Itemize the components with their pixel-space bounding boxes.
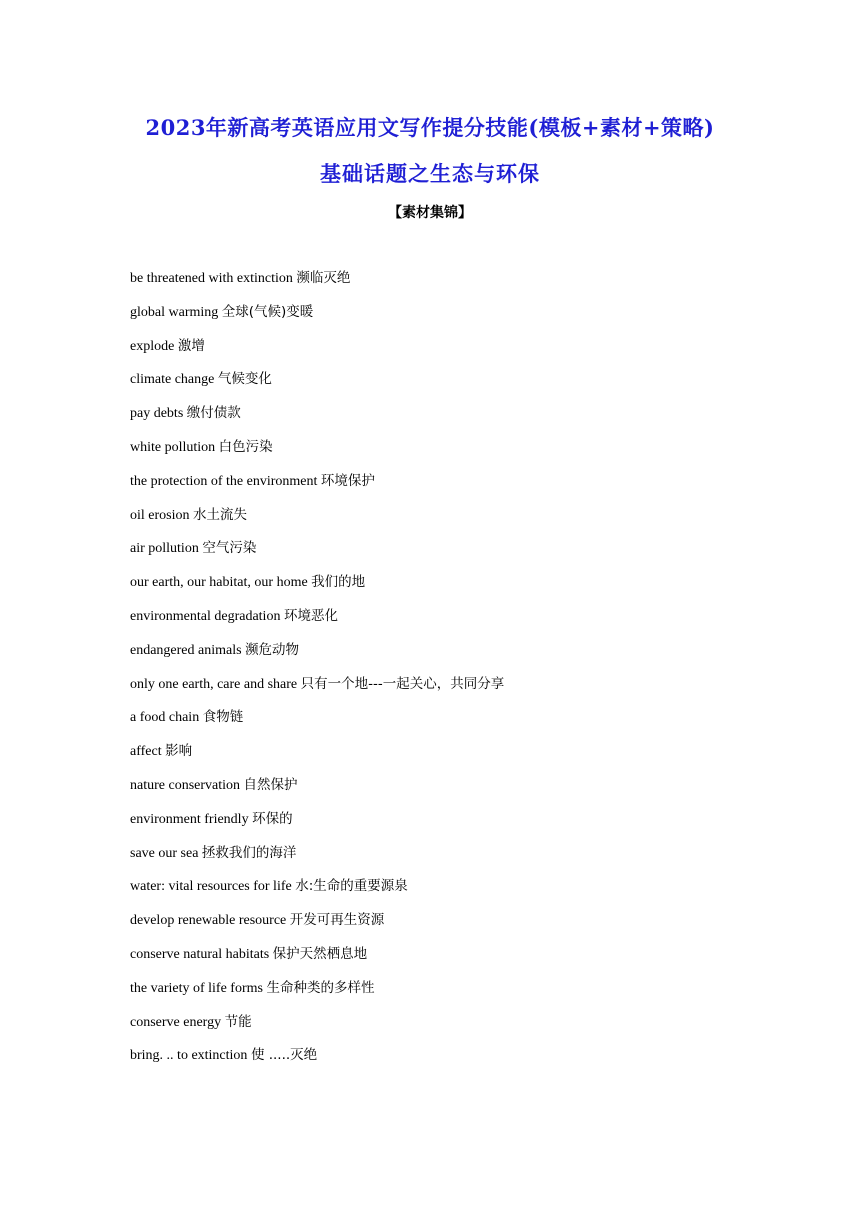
vocab-item: [130, 674, 810, 708]
vocab-english: global warming: [130, 304, 222, 320]
vocab-english: white pollution: [130, 439, 219, 455]
vocab-item: [130, 775, 810, 809]
vocab-chinese: 使 .....灭绝: [250, 1047, 318, 1064]
vocab-chinese: 缴付债款: [186, 405, 241, 422]
vocab-english: only one earth, care and share: [130, 676, 301, 692]
vocab-english: explode: [130, 338, 178, 354]
vocab-english: be threatened with extinction: [130, 271, 297, 286]
vocab-english: bring. .. to extinction: [130, 1048, 251, 1064]
vocab-english: the variety of life forms: [130, 980, 267, 996]
vocab-item: [130, 741, 810, 775]
vocab-item: [130, 843, 810, 877]
vocab-chinese: 濒危动物: [245, 641, 300, 658]
vocab-chinese: 环境保护: [320, 472, 375, 489]
vocab-item: [130, 944, 810, 978]
vocab-item: [130, 336, 810, 370]
vocab-english: save our sea: [130, 845, 202, 861]
vocab-item: [130, 302, 810, 336]
vocab-chinese: 水:生命的重要源泉: [295, 878, 408, 895]
vocab-chinese: 空气污染: [202, 540, 257, 557]
vocab-item: [130, 640, 810, 674]
vocab-english: nature conservation: [130, 777, 244, 793]
vocab-item: [130, 572, 810, 606]
vocab-chinese: 环境恶化: [283, 607, 338, 624]
vocab-english: conserve energy: [130, 1014, 225, 1030]
vocab-chinese: 气候变化: [217, 371, 272, 388]
vocab-english: our earth, our habitat, our home: [130, 575, 312, 591]
vocab-item: [130, 707, 810, 741]
vocab-item: [130, 1045, 810, 1079]
vocab-english: environment friendly: [130, 811, 253, 827]
vocab-chinese: 节能: [224, 1013, 252, 1030]
vocab-chinese: 濒临灭绝: [296, 270, 351, 286]
section-heading: 【素材集锦】: [388, 205, 472, 221]
vocab-english: water: vital resources for life: [130, 879, 296, 895]
vocab-item: [130, 606, 810, 640]
vocab-chinese: 只有一个地---一起关心，共同分享: [300, 675, 505, 692]
vocab-english: environmental degradation: [130, 608, 284, 624]
vocab-chinese: 影响: [165, 743, 193, 760]
vocab-english: climate change: [130, 372, 218, 388]
vocabulary-list: [130, 268, 810, 1079]
vocab-english: pay debts: [130, 406, 187, 422]
vocab-english: air pollution: [130, 541, 203, 557]
vocab-chinese: 保护天然栖息地: [272, 945, 368, 962]
vocab-english: affect: [130, 744, 166, 760]
vocab-chinese: 环保的: [252, 810, 293, 827]
vocab-english: the protection of the environment: [130, 473, 321, 489]
vocab-english: a food chain: [130, 710, 203, 726]
vocab-chinese: 白色污染: [218, 438, 273, 455]
vocab-item: [130, 369, 810, 403]
vocab-chinese: 开发可再生资源: [289, 912, 385, 929]
vocab-chinese: 食物链: [202, 709, 244, 726]
vocab-chinese: 全球(气候)变暖: [221, 303, 314, 320]
vocab-chinese: 生命种类的多样性: [266, 979, 375, 996]
vocab-item: [130, 978, 810, 1012]
vocab-item: [130, 403, 810, 437]
vocab-english: endangered animals: [130, 642, 246, 658]
vocab-item: [130, 268, 810, 302]
vocab-item: [130, 809, 810, 843]
vocab-english: develop renewable resource: [130, 913, 290, 929]
document-title: 2023年新高考英语应用文写作提分技能(模板+素材+策略): [145, 115, 715, 140]
document-subtitle: 基础话题之生态与环保: [320, 161, 540, 186]
vocab-chinese: 我们的地: [311, 574, 366, 591]
vocab-item: [130, 505, 810, 539]
vocab-chinese: 激增: [177, 337, 205, 354]
vocab-chinese: 水土流失: [193, 506, 247, 523]
vocab-english: oil erosion: [130, 507, 193, 523]
vocab-item: [130, 910, 810, 944]
vocab-english: conserve natural habitats: [130, 946, 273, 962]
vocab-item: [130, 876, 810, 910]
vocab-item: [130, 437, 810, 471]
vocab-item: [130, 471, 810, 505]
vocab-chinese: 自然保护: [243, 776, 298, 793]
vocab-chinese: 拯救我们的海洋: [201, 844, 297, 861]
vocab-item: [130, 1012, 810, 1046]
vocab-item: [130, 538, 810, 572]
